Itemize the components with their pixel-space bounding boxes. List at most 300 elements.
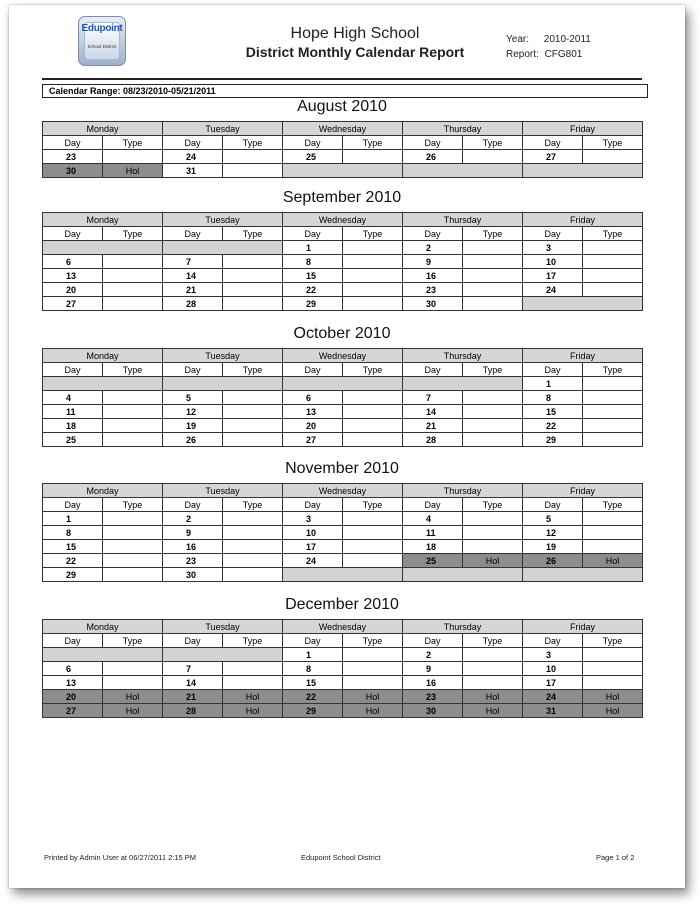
day-type-cell: Hol [463,554,523,568]
day-column-header: Day [283,498,343,512]
day-type-cell [343,676,403,690]
day-number-cell: 3 [283,512,343,526]
type-column-header: Type [343,363,403,377]
weekday-header-row [43,620,643,634]
type-column-header: Type [343,498,403,512]
day-type-cell [463,391,523,405]
day-number-cell: 7 [163,662,223,676]
day-type-cell [103,391,163,405]
day-type-cell [223,676,283,690]
day-type-cell: Hol [583,704,643,718]
day-type-cell [463,540,523,554]
report-value: CFG801 [544,49,583,60]
day-type-cell [223,526,283,540]
day-number-cell: 30 [403,297,463,311]
day-type-cell [343,269,403,283]
day-number-cell: 18 [403,540,463,554]
day-number-cell: 11 [403,526,463,540]
day-number-cell: 30 [403,704,463,718]
day-type-cell [583,419,643,433]
day-number-cell: 28 [163,704,223,718]
weekday-header: Wednesday [283,349,403,363]
day-number-cell: 15 [523,405,583,419]
day-type-cell: Hol [463,704,523,718]
day-type-cell [583,255,643,269]
day-number-cell: 22 [523,419,583,433]
weekday-header: Thursday [403,620,523,634]
day-number-cell: 25 [43,433,103,447]
weekday-header: Wednesday [283,122,403,136]
day-type-cell [583,512,643,526]
type-column-header: Type [463,136,523,150]
day-type-cell [583,241,643,255]
day-number-cell: 28 [403,433,463,447]
day-number-cell: 10 [283,526,343,540]
day-type-cell [583,526,643,540]
school-name: Hope High School [290,25,420,42]
day-number-cell: 21 [163,690,223,704]
weekday-header-row [43,484,643,498]
day-type-cell [223,433,283,447]
report-line [506,49,582,60]
day-number-cell: 13 [43,269,103,283]
day-type-cell [223,662,283,676]
day-type-cell [103,554,163,568]
day-column-header: Day [283,136,343,150]
day-number-cell: 16 [163,540,223,554]
day-number-cell: 12 [163,405,223,419]
day-number-cell: 5 [523,512,583,526]
day-number-cell: 17 [523,269,583,283]
day-type-cell: Hol [583,554,643,568]
day-number-cell: 28 [163,297,223,311]
header-rule [42,78,642,80]
day-number-cell: 6 [43,662,103,676]
day-number-cell: 29 [283,297,343,311]
day-type-cell [583,405,643,419]
empty-day-cell [163,377,283,391]
week-row [43,391,643,405]
day-type-cell [583,540,643,554]
day-type-cell [343,405,403,419]
footer-printed-by: Printed by Admin User at 06/27/2011 2:15 PM [44,853,197,862]
weekday-header: Tuesday [163,484,283,498]
day-type-cell [343,419,403,433]
day-number-cell: 31 [163,164,223,178]
type-column-header: Type [223,634,283,648]
day-number-cell: 19 [523,540,583,554]
empty-day-cell [283,164,403,178]
calendar-range: Calendar Range: 08/23/2010-05/21/2011 [42,84,648,98]
day-type-cell [223,419,283,433]
month-calendar-table [42,212,643,311]
week-row [43,704,643,718]
day-type-cell [103,150,163,164]
day-number-cell: 7 [403,391,463,405]
day-number-cell: 5 [163,391,223,405]
day-number-cell: 14 [163,676,223,690]
weekday-header: Wednesday [283,213,403,227]
day-column-header: Day [43,363,103,377]
subheader-row [43,498,643,512]
day-number-cell: 27 [43,704,103,718]
day-type-cell [463,419,523,433]
day-type-cell [223,512,283,526]
week-row [43,419,643,433]
weekday-header: Thursday [403,484,523,498]
day-number-cell: 29 [283,704,343,718]
empty-day-cell [403,377,523,391]
day-type-cell [463,150,523,164]
type-column-header: Type [463,227,523,241]
weekday-header-row [43,349,643,363]
day-type-cell: Hol [103,704,163,718]
day-type-cell [583,377,643,391]
type-column-header: Type [463,498,523,512]
week-row [43,540,643,554]
type-column-header: Type [103,227,163,241]
type-column-header: Type [223,498,283,512]
weekday-header: Tuesday [163,620,283,634]
day-column-header: Day [43,227,103,241]
day-column-header: Day [283,227,343,241]
day-number-cell: 2 [163,512,223,526]
day-type-cell [343,526,403,540]
day-number-cell: 27 [43,297,103,311]
weekday-header: Monday [43,484,163,498]
day-column-header: Day [43,498,103,512]
day-type-cell [223,540,283,554]
day-number-cell: 2 [403,648,463,662]
empty-day-cell [523,297,643,311]
report-label: Report: [506,49,539,60]
day-type-cell: Hol [463,690,523,704]
day-column-header: Day [523,136,583,150]
day-number-cell: 24 [523,690,583,704]
day-number-cell: 21 [403,419,463,433]
type-column-header: Type [343,136,403,150]
weekday-header: Monday [43,349,163,363]
day-type-cell [343,433,403,447]
day-type-cell [103,526,163,540]
week-row [43,297,643,311]
day-column-header: Day [523,634,583,648]
day-number-cell: 24 [283,554,343,568]
empty-day-cell [403,164,523,178]
day-type-cell [223,269,283,283]
day-type-cell [583,676,643,690]
day-type-cell [463,269,523,283]
month-title: December 2010 [285,596,399,613]
day-number-cell: 9 [163,526,223,540]
week-row [43,526,643,540]
weekday-header: Friday [523,349,643,363]
type-column-header: Type [583,136,643,150]
day-number-cell: 22 [283,690,343,704]
weekday-header: Wednesday [283,484,403,498]
week-row [43,648,643,662]
day-number-cell: 15 [283,269,343,283]
day-type-cell [583,150,643,164]
day-type-cell [343,648,403,662]
day-type-cell [103,405,163,419]
type-column-header: Type [583,363,643,377]
day-number-cell: 26 [403,150,463,164]
day-number-cell: 6 [43,255,103,269]
weekday-header: Friday [523,213,643,227]
weekday-header: Monday [43,620,163,634]
day-number-cell: 1 [523,377,583,391]
weekday-header-row [43,213,643,227]
day-column-header: Day [163,498,223,512]
day-type-cell [463,433,523,447]
logo-subtext: School District [87,44,117,49]
day-number-cell: 8 [523,391,583,405]
weekday-header: Friday [523,122,643,136]
month-calendar-table [42,619,643,718]
day-type-cell [223,554,283,568]
day-type-cell [223,405,283,419]
day-number-cell: 26 [523,554,583,568]
day-column-header: Day [403,136,463,150]
day-number-cell: 24 [523,283,583,297]
day-number-cell: 19 [163,419,223,433]
day-type-cell [343,255,403,269]
day-number-cell: 22 [43,554,103,568]
day-type-cell [103,255,163,269]
type-column-header: Type [463,363,523,377]
day-column-header: Day [163,136,223,150]
day-column-header: Day [43,634,103,648]
footer-district: Edupoint School District [301,853,381,862]
type-column-header: Type [583,498,643,512]
type-column-header: Type [103,498,163,512]
day-type-cell [463,405,523,419]
year-label: Year: [506,34,529,45]
day-type-cell: Hol [103,164,163,178]
day-number-cell: 4 [43,391,103,405]
day-number-cell: 12 [523,526,583,540]
subheader-row [43,136,643,150]
day-type-cell [583,391,643,405]
month-title: August 2010 [297,98,387,115]
type-column-header: Type [583,634,643,648]
day-type-cell [223,568,283,582]
day-column-header: Day [163,227,223,241]
day-number-cell: 11 [43,405,103,419]
day-number-cell: 1 [283,648,343,662]
day-type-cell [463,255,523,269]
subheader-row [43,227,643,241]
day-number-cell: 23 [43,150,103,164]
day-type-cell [343,391,403,405]
week-row [43,377,643,391]
day-column-header: Day [283,363,343,377]
weekday-header: Wednesday [283,620,403,634]
type-column-header: Type [463,634,523,648]
type-column-header: Type [583,227,643,241]
month-calendar-table [42,483,643,582]
day-column-header: Day [523,363,583,377]
type-column-header: Type [223,136,283,150]
day-number-cell: 30 [163,568,223,582]
day-number-cell: 13 [283,405,343,419]
year-line [506,34,591,45]
week-row [43,512,643,526]
day-number-cell: 14 [403,405,463,419]
day-type-cell: Hol [343,704,403,718]
day-number-cell: 23 [163,554,223,568]
day-number-cell: 16 [403,269,463,283]
day-type-cell [463,241,523,255]
day-number-cell: 25 [283,150,343,164]
day-number-cell: 20 [43,283,103,297]
day-number-cell: 4 [403,512,463,526]
day-number-cell: 20 [43,690,103,704]
week-row [43,283,643,297]
empty-day-cell [523,164,643,178]
day-number-cell: 20 [283,419,343,433]
day-number-cell: 22 [283,283,343,297]
weekday-header: Thursday [403,122,523,136]
day-type-cell: Hol [223,704,283,718]
day-type-cell [343,512,403,526]
day-number-cell: 1 [283,241,343,255]
empty-day-cell [283,568,403,582]
day-number-cell: 29 [43,568,103,582]
day-number-cell: 2 [403,241,463,255]
footer-page: Page 1 of 2 [596,853,635,862]
day-type-cell [463,676,523,690]
day-number-cell: 9 [403,255,463,269]
day-column-header: Day [403,498,463,512]
weekday-header-row [43,122,643,136]
day-type-cell [223,297,283,311]
month-title: October 2010 [293,325,391,342]
day-number-cell: 8 [283,662,343,676]
day-number-cell: 31 [523,704,583,718]
week-row [43,433,643,447]
day-number-cell: 13 [43,676,103,690]
day-number-cell: 23 [403,690,463,704]
day-number-cell: 21 [163,283,223,297]
type-column-header: Type [223,227,283,241]
day-number-cell: 27 [283,433,343,447]
day-type-cell [223,391,283,405]
weekday-header: Friday [523,484,643,498]
week-row [43,662,643,676]
week-row [43,241,643,255]
day-number-cell: 1 [43,512,103,526]
empty-day-cell [163,648,283,662]
day-number-cell: 27 [523,150,583,164]
empty-day-cell [43,377,163,391]
empty-day-cell [403,568,523,582]
edupoint-logo [78,16,126,66]
day-type-cell [583,433,643,447]
weekday-header: Tuesday [163,122,283,136]
day-type-cell: Hol [583,690,643,704]
day-number-cell: 3 [523,241,583,255]
day-number-cell: 29 [523,433,583,447]
day-type-cell [583,269,643,283]
day-number-cell: 3 [523,648,583,662]
day-number-cell: 9 [403,662,463,676]
month-title: September 2010 [282,189,402,206]
type-column-header: Type [103,136,163,150]
type-column-header: Type [103,363,163,377]
subheader-row [43,363,643,377]
day-type-cell [343,241,403,255]
day-column-header: Day [283,634,343,648]
day-number-cell: 10 [523,662,583,676]
empty-day-cell [43,648,163,662]
day-number-cell: 23 [403,283,463,297]
logo-brand-text: Edupoint [81,23,123,34]
day-type-cell [343,662,403,676]
day-type-cell [103,662,163,676]
type-column-header: Type [103,634,163,648]
day-type-cell [583,662,643,676]
day-type-cell [103,283,163,297]
type-column-header: Type [223,363,283,377]
day-column-header: Day [523,498,583,512]
day-type-cell [103,433,163,447]
empty-day-cell [43,241,163,255]
week-row [43,150,643,164]
day-type-cell [223,164,283,178]
day-type-cell: Hol [223,690,283,704]
weekday-header: Monday [43,122,163,136]
day-type-cell [223,255,283,269]
day-type-cell [463,512,523,526]
day-type-cell [583,648,643,662]
type-column-header: Type [343,634,403,648]
month-calendar-table [42,348,643,447]
report-title: District Monthly Calendar Report [245,44,465,60]
day-number-cell: 17 [283,540,343,554]
empty-day-cell [163,241,283,255]
day-type-cell: Hol [343,690,403,704]
day-type-cell [103,297,163,311]
weekday-header: Thursday [403,213,523,227]
day-type-cell [103,676,163,690]
weekday-header: Thursday [403,349,523,363]
type-column-header: Type [343,227,403,241]
day-number-cell: 30 [43,164,103,178]
day-number-cell: 8 [43,526,103,540]
day-number-cell: 6 [283,391,343,405]
day-column-header: Day [163,363,223,377]
day-type-cell [463,662,523,676]
week-row [43,690,643,704]
day-type-cell [223,283,283,297]
day-type-cell [463,283,523,297]
day-type-cell [223,150,283,164]
weekday-header: Monday [43,213,163,227]
empty-day-cell [283,377,403,391]
empty-day-cell [523,568,643,582]
day-number-cell: 14 [163,269,223,283]
day-type-cell: Hol [103,690,163,704]
day-number-cell: 8 [283,255,343,269]
year-value: 2010-2011 [543,34,591,45]
month-calendar-table [42,121,643,178]
month-title: November 2010 [285,460,399,477]
subheader-row [43,634,643,648]
day-column-header: Day [163,634,223,648]
week-row [43,269,643,283]
